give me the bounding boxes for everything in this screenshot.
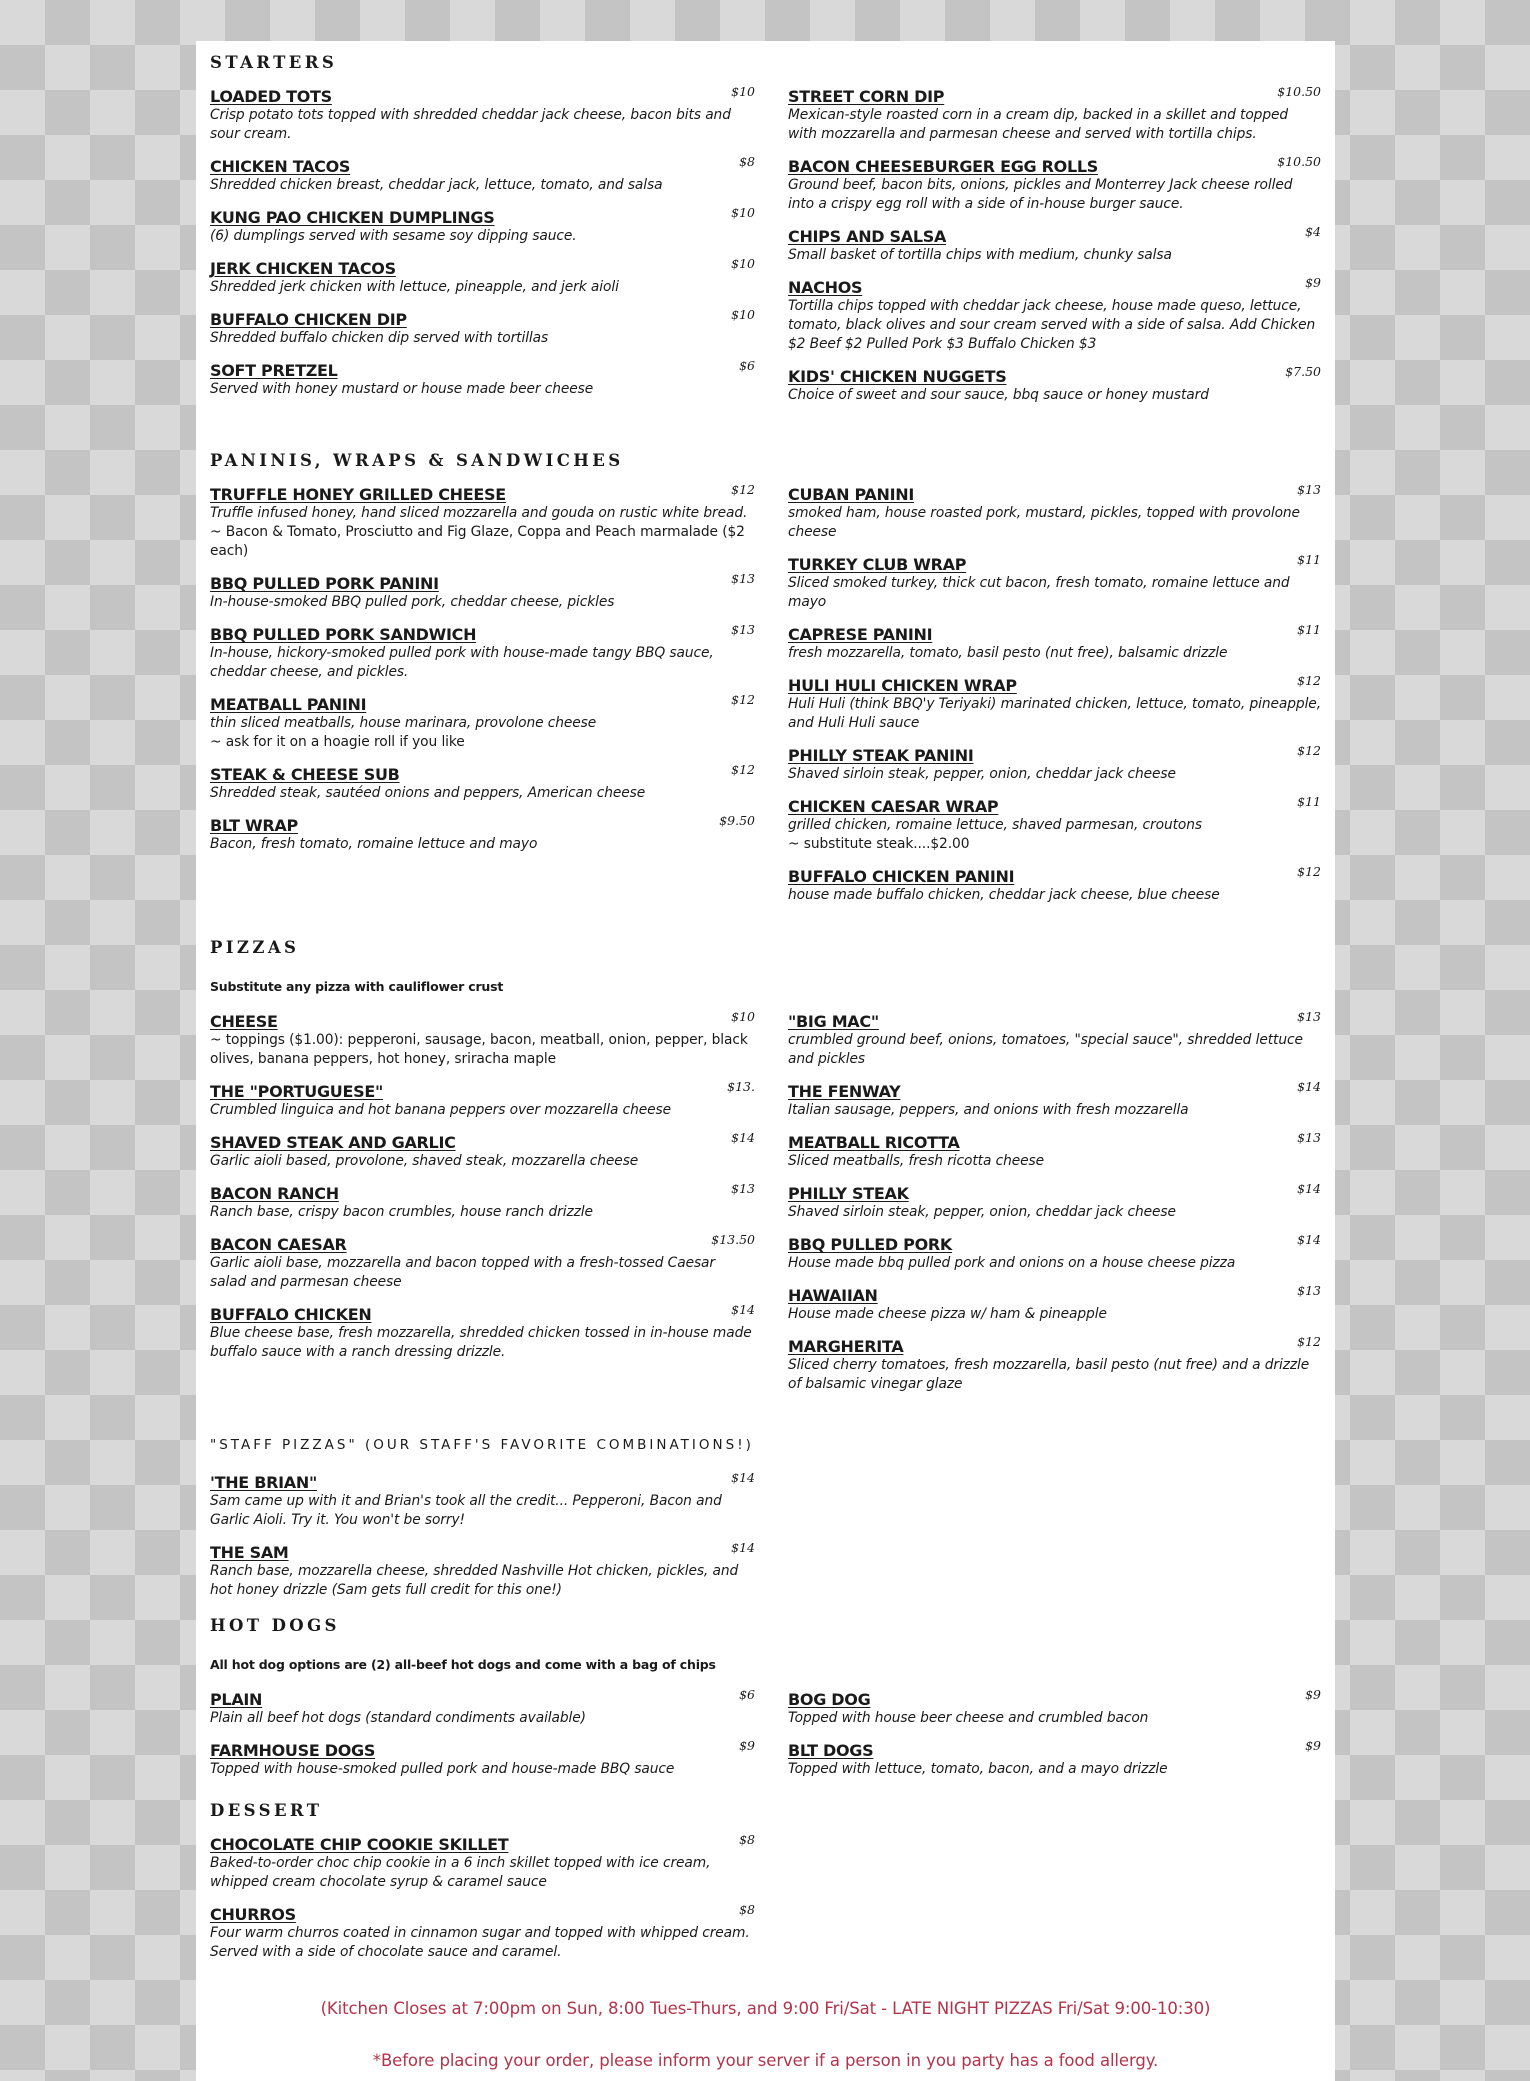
menu-item-price: $10 (731, 256, 755, 271)
menu-item-price: $10 (731, 84, 755, 99)
section-title-hot-dogs: HOT DOGS (210, 1616, 340, 1635)
menu-item-price: $10.50 (1277, 154, 1321, 169)
menu-item-price: $13 (1297, 1009, 1321, 1024)
menu-item (210, 256, 755, 297)
menu-item (210, 762, 755, 803)
menu-item-description: Sliced meatballs, fresh ricotta cheese (788, 1153, 1044, 1169)
menu-item-name: MARGHERITA (788, 1337, 904, 1356)
menu-item-price: $4 (1305, 224, 1321, 239)
menu-item-name: CHIPS AND SALSA (788, 227, 947, 246)
menu-item-name: CHOCOLATE CHIP COOKIE SKILLET (210, 1835, 509, 1854)
menu-item (210, 1232, 755, 1292)
menu-item-name: CHICKEN TACOS (210, 157, 351, 176)
menu-item (210, 571, 755, 612)
menu-item-price: $9 (1305, 1738, 1321, 1753)
menu-item-price: $14 (1297, 1232, 1321, 1247)
menu-item-name: CUBAN PANINI (788, 485, 915, 504)
menu-item-price: $14 (1297, 1079, 1321, 1094)
menu-item-description: Shredded jerk chicken with lettuce, pineapple, and jerk aioli (210, 279, 619, 295)
menu-item-name: TURKEY CLUB WRAP (788, 555, 967, 574)
menu-item-name: BBQ PULLED PORK (788, 1235, 953, 1254)
menu-item-name: SHAVED STEAK AND GARLIC (210, 1133, 456, 1152)
menu-item-description: Ranch base, mozzarella cheese, shredded Nashville Hot chicken, pickles, and hot honey drizzle (Sam gets full credit for this one!) (210, 1563, 739, 1598)
menu-item-price: $13 (731, 1181, 755, 1196)
menu-item-description: Shaved sirloin steak, pepper, onion, cheddar jack cheese (788, 766, 1176, 782)
staff-left-column (210, 1470, 755, 1613)
menu-item-description: house made buffalo chicken, cheddar jack cheese, blue cheese (788, 887, 1220, 903)
menu-item-price: $8 (739, 154, 755, 169)
menu-item-description: Shredded chicken breast, cheddar jack, lettuce, tomato, and salsa (210, 177, 663, 193)
menu-item-name: PLAIN (210, 1690, 263, 1709)
menu-item-name: THE "PORTUGUESE" (210, 1082, 384, 1101)
menu-item-price: $9.50 (719, 813, 755, 828)
menu-item (210, 1902, 755, 1962)
menu-item-name: BUFFALO CHICKEN (210, 1305, 372, 1324)
menu-item-description: fresh mozzarella, tomato, basil pesto (nut free), balsamic drizzle (788, 645, 1228, 661)
menu-item-description: Truffle infused honey, hand sliced mozzarella and gouda on rustic white bread. (210, 505, 748, 521)
menu-item-name: MEATBALL RICOTTA (788, 1133, 960, 1152)
menu-item (788, 364, 1321, 405)
menu-item (210, 1687, 755, 1728)
menu-item (788, 275, 1321, 354)
menu-item-name: SOFT PRETZEL (210, 361, 338, 380)
section-hot-dogs (210, 1616, 1321, 1777)
menu-item-options: ~ Bacon & Tomato, Prosciutto and Fig Glaze, Coppa and Peach marmalade ($2 each) (210, 524, 745, 559)
menu-item (788, 622, 1321, 663)
menu-item-price: $12 (1297, 673, 1321, 688)
menu-item-name: STREET CORN DIP (788, 87, 945, 106)
menu-item-description: In-house-smoked BBQ pulled pork, cheddar cheese, pickles (210, 594, 615, 610)
menu-item-price: $10 (731, 205, 755, 220)
menu-item-description: Served with honey mustard or house made beer cheese (210, 381, 594, 397)
menu-item (210, 358, 755, 399)
menu-item (788, 673, 1321, 733)
menu-item (788, 1738, 1321, 1779)
menu-item (788, 743, 1321, 784)
menu-item-price: $13.50 (711, 1232, 755, 1247)
menu-item-name: BBQ PULLED PORK PANINI (210, 574, 439, 593)
menu-item-price: $12 (731, 482, 755, 497)
menu-item-description: Blue cheese base, fresh mozzarella, shredded chicken tossed in in-house made buffalo sauce with a ranch dressing drizzle. (210, 1325, 752, 1360)
menu-item-name: BACON RANCH (210, 1184, 339, 1203)
menu-item-name: 'THE BRIAN" (210, 1473, 317, 1492)
menu-item (788, 1687, 1321, 1728)
section-title-starters: STARTERS (210, 53, 338, 72)
menu-item-name: CHEESE (210, 1012, 278, 1031)
menu-item-description: Mexican-style roasted corn in a cream dip, backed in a skillet and topped with mozzarella and parmesan cheese and served with tortilla chips. (788, 107, 1289, 142)
menu-item (210, 1540, 755, 1600)
menu-item (210, 1079, 755, 1120)
menu-item-price: $10.50 (1277, 84, 1321, 99)
menu-item-price: $8 (739, 1832, 755, 1847)
menu-item-price: $6 (739, 358, 755, 373)
menu-item (210, 1009, 755, 1069)
menu-item-description: Topped with house-smoked pulled pork and house-made BBQ sauce (210, 1761, 675, 1777)
menu-item-name: BACON CAESAR (210, 1235, 347, 1254)
menu-item-name: BOG DOG (788, 1690, 871, 1709)
pizza-crust-note: Substitute any pizza with cauliflower crust (210, 979, 504, 994)
paninis-right-column (788, 482, 1321, 918)
menu-item (788, 84, 1321, 144)
hotdogs-right-column (788, 1687, 1321, 1792)
menu-item (788, 482, 1321, 542)
menu-item-description: Choice of sweet and sour sauce, bbq sauce or honey mustard (788, 387, 1209, 403)
menu-item-name: CHURROS (210, 1905, 296, 1924)
hot-dog-note: All hot dog options are (2) all-beef hot dogs and come with a bag of chips (210, 1657, 716, 1672)
menu-item-description: crumbled ground beef, onions, tomatoes, "special sauce", shredded lettuce and pickles (788, 1032, 1303, 1067)
menu-item-price: $11 (1297, 622, 1321, 637)
menu-item (210, 154, 755, 195)
menu-item (788, 224, 1321, 265)
menu-item-price: $11 (1297, 794, 1321, 809)
menu-item-price: $12 (731, 692, 755, 707)
menu-item-options: ~ ask for it on a hoagie roll if you like (210, 734, 465, 750)
menu-item (788, 1181, 1321, 1222)
menu-item (210, 692, 755, 752)
menu-item (788, 864, 1321, 905)
menu-item-description: Topped with lettuce, tomato, bacon, and a mayo drizzle (788, 1761, 1168, 1777)
menu-item (788, 1009, 1321, 1069)
section-paninis (210, 451, 1321, 903)
menu-item (210, 813, 755, 854)
menu-item-name: BBQ PULLED PORK SANDWICH (210, 625, 477, 644)
menu-item-name: CHICKEN CAESAR WRAP (788, 797, 999, 816)
section-title-dessert: DESSERT (210, 1801, 323, 1820)
menu-item (788, 794, 1321, 854)
menu-item-description: House made bbq pulled pork and onions on a house cheese pizza (788, 1255, 1236, 1271)
menu-item-name: PHILLY STEAK (788, 1184, 909, 1203)
menu-item-name: KIDS' CHICKEN NUGGETS (788, 367, 1007, 386)
menu-item (210, 622, 755, 682)
menu-item-description: In-house, hickory-smoked pulled pork with house-made tangy BBQ sauce, cheddar cheese, and pickles. (210, 645, 714, 680)
section-dessert (210, 1801, 1321, 1960)
menu-item-price: $12 (1297, 864, 1321, 879)
menu-item-price: $14 (1297, 1181, 1321, 1196)
section-staff-pizzas (210, 1437, 1321, 1598)
menu-item-description: Garlic aioli based, provolone, shaved steak, mozzarella cheese (210, 1153, 639, 1169)
menu-item-price: $10 (731, 1009, 755, 1024)
menu-item (788, 154, 1321, 214)
menu-item-description: Four warm churros coated in cinnamon sugar and topped with whipped cream. Served with a side of chocolate sauce and caramel. (210, 1925, 750, 1960)
section-title-pizzas: PIZZAS (210, 938, 300, 957)
section-pizzas (210, 938, 1321, 1392)
menu-item-price: $13. (727, 1079, 755, 1094)
menu-item-name: BLT WRAP (210, 816, 298, 835)
menu-item-price: $11 (1297, 552, 1321, 567)
menu-item-name: BUFFALO CHICKEN DIP (210, 310, 407, 329)
menu-item (210, 1302, 755, 1362)
menu-item-price: $10 (731, 307, 755, 322)
menu-item-description: Ranch base, crispy bacon crumbles, house ranch drizzle (210, 1204, 593, 1220)
menu-item (210, 205, 755, 246)
dessert-left-column (210, 1832, 755, 1975)
menu-item-name: BLT DOGS (788, 1741, 874, 1760)
menu-item-price: $13 (731, 622, 755, 637)
menu-item-description: Italian sausage, peppers, and onions with fresh mozzarella (788, 1102, 1189, 1118)
menu-item (210, 1738, 755, 1779)
menu-item-price: $14 (731, 1470, 755, 1485)
menu-item-description: Huli Huli (think BBQ'y Teriyaki) marinated chicken, lettuce, tomato, pineapple, and Huli Huli sauce (788, 696, 1321, 731)
menu-item-description: smoked ham, house roasted pork, mustard, pickles, topped with provolone cheese (788, 505, 1300, 540)
menu-item-price: $9 (1305, 275, 1321, 290)
menu-item-description: Garlic aioli base, mozzarella and bacon topped with a fresh-tossed Caesar salad and parmesan cheese (210, 1255, 715, 1290)
menu-item-options: ~ substitute steak....$2.00 (788, 836, 970, 852)
menu-item-description: Shredded steak, sautéed onions and peppers, American cheese (210, 785, 646, 801)
menu-item (210, 1470, 755, 1530)
menu-item-name: CAPRESE PANINI (788, 625, 933, 644)
menu-item-options: ~ toppings ($1.00): pepperoni, sausage, bacon, meatball, onion, pepper, black olives, banana peppers, hot honey, sriracha maple (210, 1032, 748, 1067)
menu-item-name: THE FENWAY (788, 1082, 901, 1101)
menu-item-description: Tortilla chips topped with cheddar jack cheese, house made queso, lettuce, tomato, black olives and sour cream served with a side of salsa. Add Chicken $2 Beef $2 Pulled Pork $3 Buffalo Chicken $3 (788, 298, 1316, 352)
menu-item (788, 1130, 1321, 1171)
menu-item (788, 1334, 1321, 1394)
menu-item-description: House made cheese pizza w/ ham & pineapple (788, 1306, 1107, 1322)
kitchen-hours-note: (Kitchen Closes at 7:00pm on Sun, 8:00 Tues-Thurs, and 9:00 Fri/Sat - LATE NIGHT PIZZAS Fri/Sat 9:00-10:30) (320, 1999, 1211, 2018)
menu-item-description: Shredded buffalo chicken dip served with tortillas (210, 330, 549, 346)
menu-item-name: "BIG MAC" (788, 1012, 879, 1031)
menu-item-description: Sliced smoked turkey, thick cut bacon, fresh tomato, romaine lettuce and mayo (788, 575, 1290, 610)
menu-item-name: KUNG PAO CHICKEN DUMPLINGS (210, 208, 495, 227)
menu-item-name: TRUFFLE HONEY GRILLED CHEESE (210, 485, 506, 504)
menu-item-price: $12 (731, 762, 755, 777)
menu-item-description: thin sliced meatballs, house marinara, provolone cheese (210, 715, 597, 731)
menu-item-name: LOADED TOTS (210, 87, 332, 106)
menu-item-name: MEATBALL PANINI (210, 695, 367, 714)
menu-item-price: $14 (731, 1130, 755, 1145)
menu-item-description: Crumbled linguica and hot banana peppers over mozzarella cheese (210, 1102, 672, 1118)
menu-item-price: $12 (1297, 1334, 1321, 1349)
menu-sheet (196, 41, 1335, 2081)
menu-item-description: Sliced cherry tomatoes, fresh mozzarella, basil pesto (nut free) and a drizzle of balsamic vinegar glaze (788, 1357, 1310, 1392)
hotdogs-left-column (210, 1687, 755, 1792)
menu-item-description: Crisp potato tots topped with shredded cheddar jack cheese, bacon bits and sour cream. (210, 107, 731, 142)
menu-item (210, 1181, 755, 1222)
paninis-left-column (210, 482, 755, 867)
menu-item-price: $7.50 (1285, 364, 1321, 379)
menu-item-price: $12 (1297, 743, 1321, 758)
menu-item-name: HULI HULI CHICKEN WRAP (788, 676, 1017, 695)
allergy-notice: *Before placing your order, please inform your server if a person in you party has a food allergy. (372, 2051, 1159, 2070)
menu-item-name: BACON CHEESEBURGER EGG ROLLS (788, 157, 1098, 176)
menu-item-price: $8 (739, 1902, 755, 1917)
menu-item (210, 1832, 755, 1892)
menu-item-description: Ground beef, bacon bits, onions, pickles and Monterrey Jack cheese rolled into a crispy egg roll with a side of in-house burger sauce. (788, 177, 1293, 212)
menu-item-price: $9 (739, 1738, 755, 1753)
pizzas-right-column (788, 1009, 1321, 1407)
menu-item-description: Plain all beef hot dogs (standard condiments available) (210, 1710, 586, 1726)
menu-item (788, 1283, 1321, 1324)
menu-item-description: Bacon, fresh tomato, romaine lettuce and mayo (210, 836, 538, 852)
menu-item-description: grilled chicken, romaine lettuce, shaved parmesan, croutons (788, 817, 1202, 833)
menu-item-price: $14 (731, 1540, 755, 1555)
menu-item-description: Baked-to-order choc chip cookie in a 6 inch skillet topped with ice cream, whipped cream chocolate syrup & caramel sauce (210, 1855, 711, 1890)
menu-item (788, 1079, 1321, 1120)
menu-item (210, 307, 755, 348)
menu-item-name: NACHOS (788, 278, 863, 297)
starters-right-column (788, 84, 1321, 418)
menu-item-description: Topped with house beer cheese and crumbled bacon (788, 1710, 1149, 1726)
section-starters (210, 53, 1321, 403)
menu-item-description: Small basket of tortilla chips with medium, chunky salsa (788, 247, 1172, 263)
menu-item-name: BUFFALO CHICKEN PANINI (788, 867, 1015, 886)
menu-item-price: $13 (1297, 482, 1321, 497)
starters-left-column (210, 84, 755, 412)
menu-item-description: Shaved sirloin steak, pepper, onion, cheddar jack cheese (788, 1204, 1176, 1220)
menu-item-price: $9 (1305, 1687, 1321, 1702)
menu-item-price: $6 (739, 1687, 755, 1702)
pizzas-left-column (210, 1009, 755, 1375)
menu-item (210, 482, 755, 561)
menu-item-name: PHILLY STEAK PANINI (788, 746, 974, 765)
menu-item-description: Sam came up with it and Brian's took all the credit... Pepperoni, Bacon and Garlic Aioli. Try it. You won't be sorry! (210, 1493, 722, 1528)
menu-item-price: $13 (1297, 1283, 1321, 1298)
menu-item-name: JERK CHICKEN TACOS (210, 259, 396, 278)
menu-item (210, 84, 755, 144)
menu-item (788, 1232, 1321, 1273)
menu-item-description: (6) dumplings served with sesame soy dipping sauce. (210, 228, 577, 244)
menu-item (788, 552, 1321, 612)
menu-item-name: FARMHOUSE DOGS (210, 1741, 376, 1760)
section-title-paninis: PANINIS, WRAPS & SANDWICHES (210, 451, 624, 470)
menu-item-price: $14 (731, 1302, 755, 1317)
menu-item (210, 1130, 755, 1171)
section-title-staff-pizzas: "STAFF PIZZAS" (OUR STAFF'S FAVORITE COMBINATIONS!) (210, 1437, 754, 1453)
menu-item-name: THE SAM (210, 1543, 289, 1562)
menu-item-name: HAWAIIAN (788, 1286, 878, 1305)
menu-item-price: $13 (1297, 1130, 1321, 1145)
menu-item-price: $13 (731, 571, 755, 586)
menu-item-name: STEAK & CHEESE SUB (210, 765, 400, 784)
